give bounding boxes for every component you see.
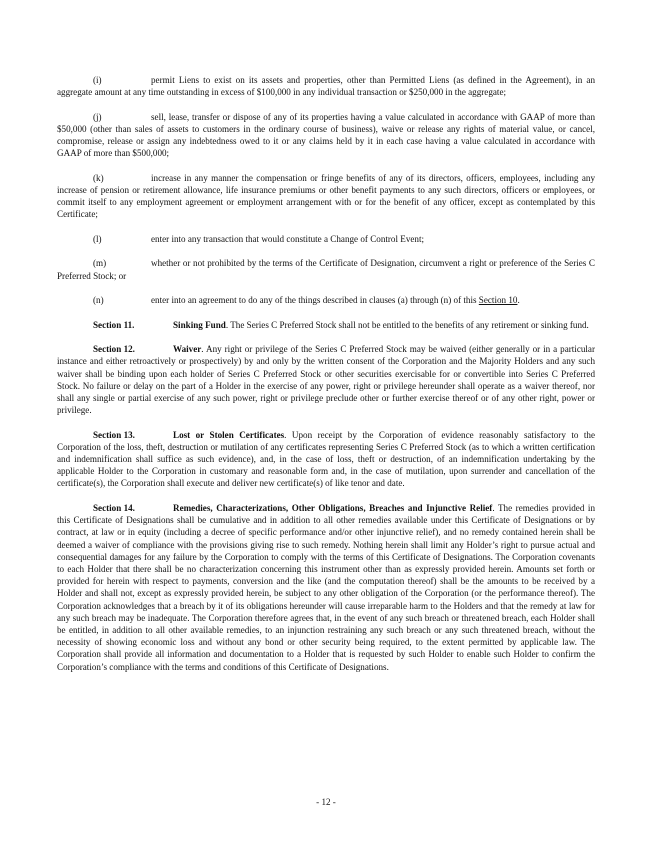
clause-m	[57, 257, 595, 281]
section-12	[57, 343, 595, 416]
section-14	[57, 502, 595, 673]
clause-j	[57, 111, 595, 160]
section-number: Section 13.	[93, 429, 135, 440]
section-number: Section 14.	[93, 502, 135, 513]
section-heading: Sinking Fund	[173, 319, 226, 330]
section-text: . Any right or privilege of the Series C Preferred Stock may be waived (either generally or in a particular instance and either retroactively or prospectively) by and only by the written consent of the Corporation and the Majority Holders and any such waiver shall be binding upon each holder of Series C Preferred Stock or other securities exercisable for or convertible into Series C Preferred Stock. No failure or delay on the part of a Holder in the exercise of any power, right or privilege hereunder shall operate as a waiver thereof, nor shall any single or partial exercise of any such power, right or privilege preclude other or further exercise thereof or of any other right, power or privilege.	[57, 344, 595, 416]
section-number: Section 12.	[93, 344, 135, 355]
section-11	[57, 319, 595, 331]
section-heading: Waiver	[173, 344, 202, 355]
clause-text: whether or not prohibited by the terms of the Certificate of Designation, circumvent a right or preference of the Series C Preferred Stock; or	[57, 258, 595, 281]
document-page	[57, 74, 595, 685]
section-text: . The Series C Preferred Stock shall not be entitled to the benefits of any retirement or sinking fund.	[225, 319, 589, 330]
clause-l	[57, 233, 595, 245]
section-text: . Upon receipt by the Corporation of evidence reasonably satisfactory to the Corporation of the loss, theft, destruction or mutilation of any certificates representing Series C Preferred Stock (as to which a written certification and indemnification shall suffice as such evidence), and, in the case of loss, theft or destruction, of an indemnification undertaking by the applicable Holder to the Corporation in customary and reasonable form and, in the case of mutilation, upon surrender and cancellation of the certificate(s), the Corporation shall execute and deliver new certificate(s) of like tenor and date.	[57, 429, 595, 489]
clause-text: permit Liens to exist on its assets and properties, other than Permitted Liens (as defined in the Agreement), in an aggregate amount at any time outstanding in excess of $100,000 in any individual transaction or $250,000 in the aggregate;	[57, 75, 595, 98]
clause-text: sell, lease, transfer or dispose of any of its properties having a value calculated in accordance with GAAP of more than $50,000 (other than sales of assets to customers in the ordinary course of business), waive or release any rights of material value, or cancel, compromise, release or assign any indebtedness owed to it or any claims held by it in each case having a value calculated in accordance with GAAP of more than $500,000;	[57, 111, 595, 159]
clause-tail: .	[517, 295, 520, 306]
clause-label: (j)	[93, 111, 102, 122]
clause-label: (k)	[93, 172, 104, 183]
clause-k	[57, 172, 595, 221]
clause-n	[57, 294, 595, 306]
clause-label: (l)	[93, 233, 102, 244]
clause-label: (n)	[93, 295, 104, 306]
section-13	[57, 429, 595, 490]
clause-text: enter into any transaction that would constitute a Change of Control Event;	[151, 233, 424, 244]
clause-label: (m)	[93, 258, 107, 269]
clause-text: enter into an agreement to do any of the things described in clauses (a) through (n) of this	[151, 295, 479, 306]
clause-i	[57, 74, 595, 98]
section-text: . The remedies provided in this Certificate of Designations shall be cumulative and in addition to all other remedies available under this Certificate of Designations or by contract, at law or in equity (including a decree of specific performance and/or other injunctive relief), and no remedy contained herein shall be deemed a waiver of compliance with the provisions giving rise to such remedy. Nothing herein shall limit any Holder’s right to pursue actual and consequential damages for any failure by the Corporation to comply with the terms of this Certificate of Designations. The Corporation covenants to each Holder that there shall be no characterization concerning this instrument other than as expressly provided herein. Amounts set forth or provided for herein with respect to payments, conversion and the like (and the computation thereof) shall be the amounts to be received by a Holder and shall not, except as expressly provided herein, be subject to any other obligation of the Corporation (or the performance thereof). The Corporation acknowledges that a breach by it of its obligations hereunder will cause irreparable harm to the Holders and that the remedy at law for any such breach may be inadequate. The Corporation therefore agrees that, in the event of any such breach or threatened breach, each Holder shall be entitled, in addition to all other available remedies, to an injunction restraining any such breach or any such threatened breach, without the necessity of showing economic loss and without any bond or other security being required, to the extent permitted by applicable law. The Corporation shall provide all information and documentation to a Holder that is requested by such Holder to enable such Holder to confirm the Corporation’s compliance with the terms and conditions of this Certificate of Designations.	[57, 502, 595, 672]
section-number: Section 11.	[93, 319, 135, 330]
page-number: - 12 -	[316, 797, 336, 807]
clause-label: (i)	[93, 75, 102, 85]
section-10-reference: Section 10	[478, 295, 518, 306]
section-heading: Lost or Stolen Certificates	[173, 429, 285, 440]
section-heading: Remedies, Characterizations, Other Obligations, Breaches and Injunctive Relief	[173, 502, 493, 513]
clause-text: increase in any manner the compensation or fringe benefits of any of its directors, officers, employees, including any increase of pension or retirement allowance, life insurance premiums or other benefit payments to any such directors, officers or employees, or commit itself to any employment agreement or employment arrangement with or for the benefit of any officer, except as contemplated by this Certificate;	[57, 172, 595, 220]
